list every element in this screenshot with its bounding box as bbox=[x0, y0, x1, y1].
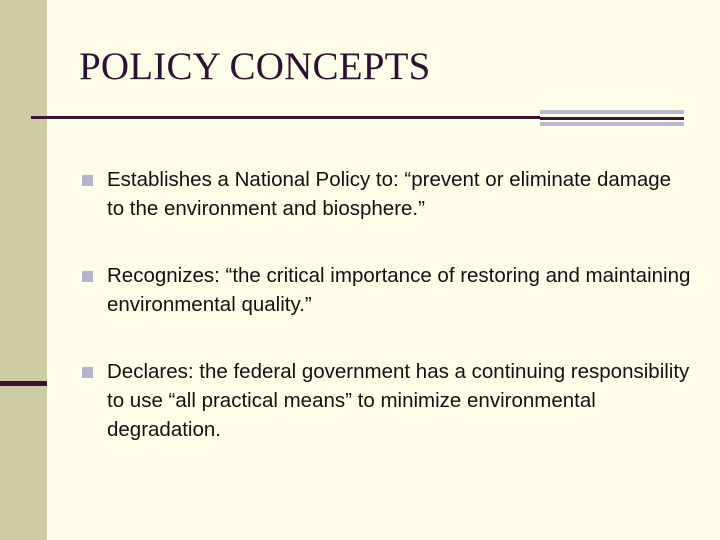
square-bullet-icon bbox=[82, 271, 93, 282]
bullet-list bbox=[82, 165, 692, 482]
divider-stripe-middle bbox=[540, 117, 684, 120]
bullet-item bbox=[82, 357, 692, 444]
square-bullet-icon bbox=[82, 367, 93, 378]
bullet-item bbox=[82, 261, 692, 319]
left-decorative-bar bbox=[0, 0, 47, 540]
divider-stripe-bottom bbox=[540, 122, 684, 126]
slide-title: POLICY CONCEPTS bbox=[79, 45, 431, 88]
bullet-item bbox=[82, 165, 692, 223]
bullet-text: Recognizes: “the critical importance of restoring and maintaining environmental quality.” bbox=[107, 264, 691, 316]
bullet-text: Establishes a National Policy to: “prevent or eliminate damage to the environment and biosphere.” bbox=[107, 168, 672, 220]
left-accent-line bbox=[0, 381, 47, 386]
bullet-text: Declares: the federal government has a continuing responsibility to use “all practical means” to minimize environmental degradation. bbox=[107, 360, 690, 441]
divider-stripe-top bbox=[540, 110, 684, 114]
title-divider-accent bbox=[540, 110, 684, 126]
title-divider-dark bbox=[31, 116, 540, 119]
square-bullet-icon bbox=[82, 175, 93, 186]
